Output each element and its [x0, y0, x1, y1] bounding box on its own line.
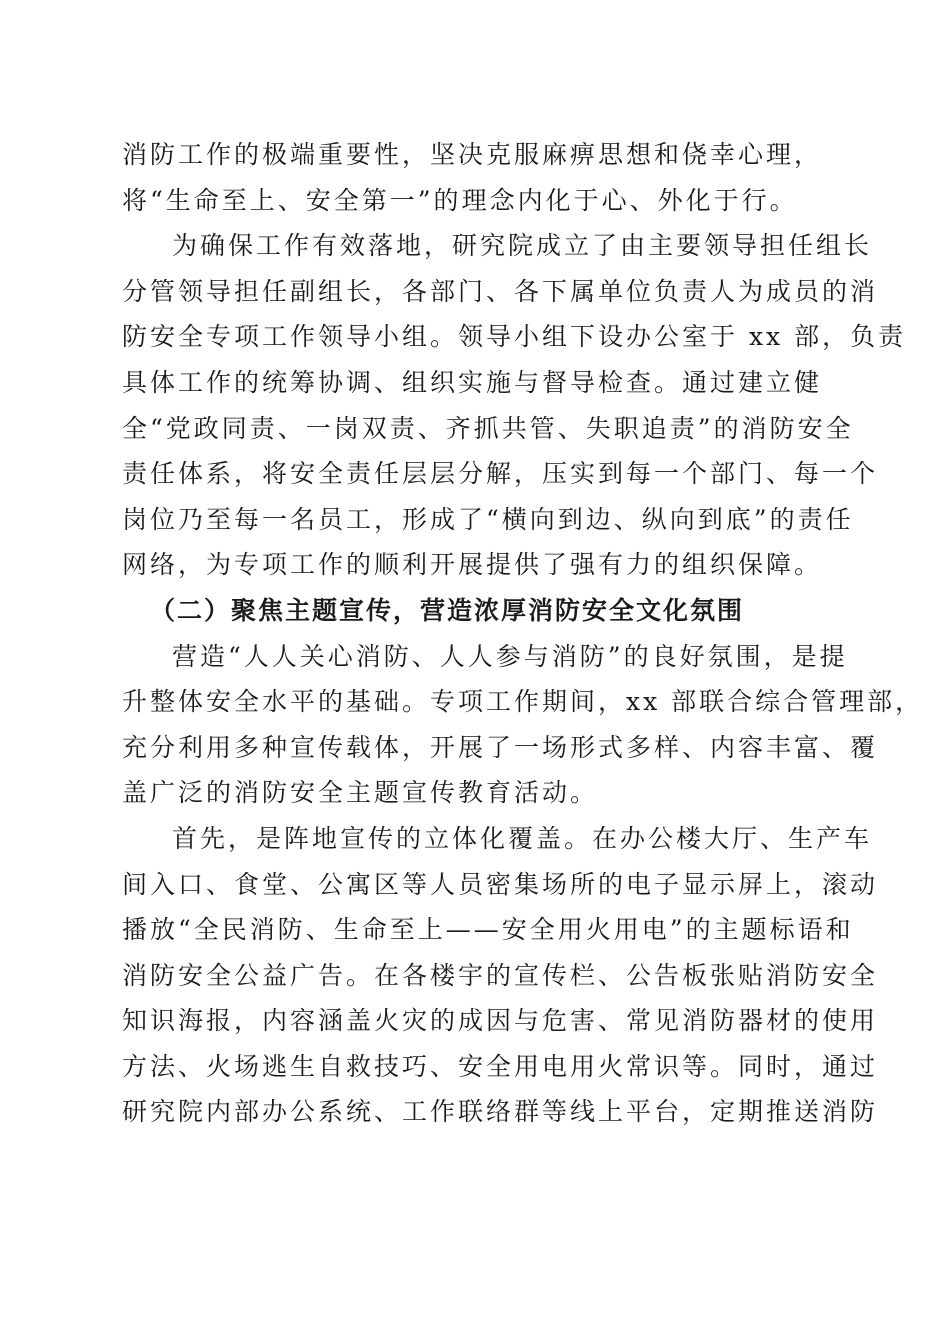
text-line: 充分利用多种宣传载体，开展了一场形式多样、内容丰富、覆	[122, 732, 879, 762]
text-line: 播放“全民消防、生命至上——安全用火用电”的主题标语和	[122, 915, 854, 945]
text-line: 方法、火场逃生自救技巧、安全用电用火常识等。同时，通过	[122, 1051, 879, 1081]
text-line: 网络，为专项工作的顺利开展提供了强有力的组织保障。	[122, 550, 823, 580]
body-text	[122, 132, 924, 1135]
text-line: 研究院内部办公系统、工作联络群等线上平台，定期推送消防	[122, 1097, 879, 1127]
text-line: 间入口、食堂、公寓区等人员密集场所的电子显示屏上，滚动	[122, 869, 879, 899]
text-line: 全“党政同责、一岗双责、齐抓共管、失职追责”的消防安全	[122, 413, 854, 443]
text-line: 消防安全公益广告。在各楼宇的宣传栏、公告板张贴消防安全	[122, 960, 879, 990]
section-heading: （二）聚焦主题宣传，营造浓厚消防安全文化氛围	[150, 595, 745, 625]
text-line: 岗位乃至每一名员工，形成了“横向到边、纵向到底”的责任	[122, 504, 854, 534]
text-line: 防安全专项工作领导小组。领导小组下设办公室于 xx 部，负责	[122, 322, 907, 352]
text-line: 知识海报，内容涵盖火灾的成因与危害、常见消防器材的使用	[122, 1006, 879, 1036]
paragraph-first-line: 为确保工作有效落地，研究院成立了由主要领导担任组长	[172, 231, 873, 261]
paragraph-first-line: 营造“人人关心消防、人人参与消防”的良好氛围，是提	[172, 641, 848, 671]
text-line: 消防工作的极端重要性，坚决克服麻痹思想和侥幸心理，	[122, 140, 823, 169]
paragraph-first-line: 首先，是阵地宣传的立体化覆盖。在办公楼大厅、生产车	[172, 823, 873, 853]
text-line: 责任体系，将安全责任层层分解，压实到每一个部门、每一个	[122, 459, 879, 489]
text-line: 分管领导担任副组长，各部门、各下属单位负责人为成员的消	[122, 276, 879, 306]
text-line: 将“生命至上、安全第一”的理念内化于心、外化于行。	[122, 185, 798, 215]
text-line: 盖广泛的消防安全主题宣传教育活动。	[122, 778, 599, 808]
text-line: 具体工作的统筹协调、组织实施与督导检查。通过建立健	[122, 367, 823, 397]
text-line: 升整体安全水平的基础。专项工作期间，xx 部联合综合管理部，	[122, 687, 924, 717]
